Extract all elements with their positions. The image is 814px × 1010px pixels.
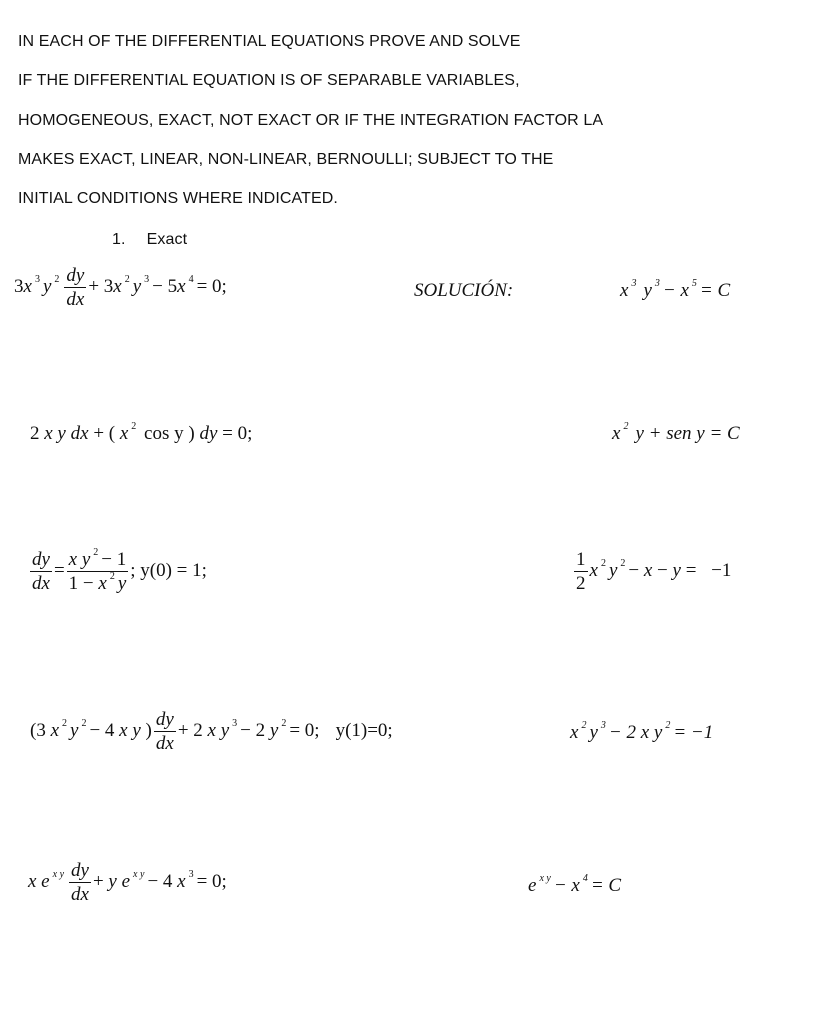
exercise-3-equation: $\frac{dy}{dx}$ = $\frac{x y ^2 - 1}{1 - x ^2 y}$ ; y(0) = 1; <box>32 547 207 594</box>
exercise-5-equation: x e $^{x y}$ $\frac{dy}{dx}$ + y e $^{x y}$ − 4 x $^3$ = 0; <box>28 860 227 905</box>
exercise-1-equation: 3x $^3$ y $^2$ $\frac{dy}{dx}$ + 3x $^2$ y $^3$ − 5x $^4$ = 0; <box>14 265 227 310</box>
exercise-4-equation: (3 x $^2$ y $^2$ − 4 x y ) $\frac{dy}{dx}$ + 2 x y $^3$ − 2 y $^2$ = 0; y(1)=0; <box>30 709 393 754</box>
exercise-2-equation: 2 x y dx + ( x $^2$ cos y ) dy = 0; <box>30 421 253 444</box>
exercise-5-answer: e $^{x y}$ − x $^4$ = C <box>528 873 622 896</box>
exercise-2-answer: x $^2$ y + sen y = C <box>612 421 740 444</box>
instruction-line-1: IN EACH OF THE DIFFERENTIAL EQUATIONS PROVE AND SOLVE <box>18 33 521 50</box>
section-title: Exact <box>146 231 188 248</box>
instruction-line-4: MAKES EXACT, LINEAR, NON-LINEAR, BERNOULLI; SUBJECT TO THE <box>18 151 554 168</box>
instruction-line-3: HOMOGENEOUS, EXACT, NOT EXACT OR IF THE INTEGRATION FACTOR LA <box>18 112 604 129</box>
exercise-1-answer: x $^3$ y $^3$ − x $^5$ = C <box>620 278 731 301</box>
section-number: 1. <box>112 231 126 248</box>
section-heading <box>112 231 187 249</box>
instruction-line-2: IF THE DIFFERENTIAL EQUATION IS OF SEPARABLE VARIABLES, <box>18 72 520 89</box>
solution-label: SOLUCIÓN: <box>414 280 514 301</box>
instruction-line-5: INITIAL CONDITIONS WHERE INDICATED. <box>18 190 338 207</box>
exercise-4-answer: x $^2$ y $^3$ − 2 x y $^2$ = −1 <box>570 720 714 743</box>
exercise-3-answer: $\frac{1}{2}$ x $^2$ y $^2$ − x − y = −1 <box>576 549 732 594</box>
